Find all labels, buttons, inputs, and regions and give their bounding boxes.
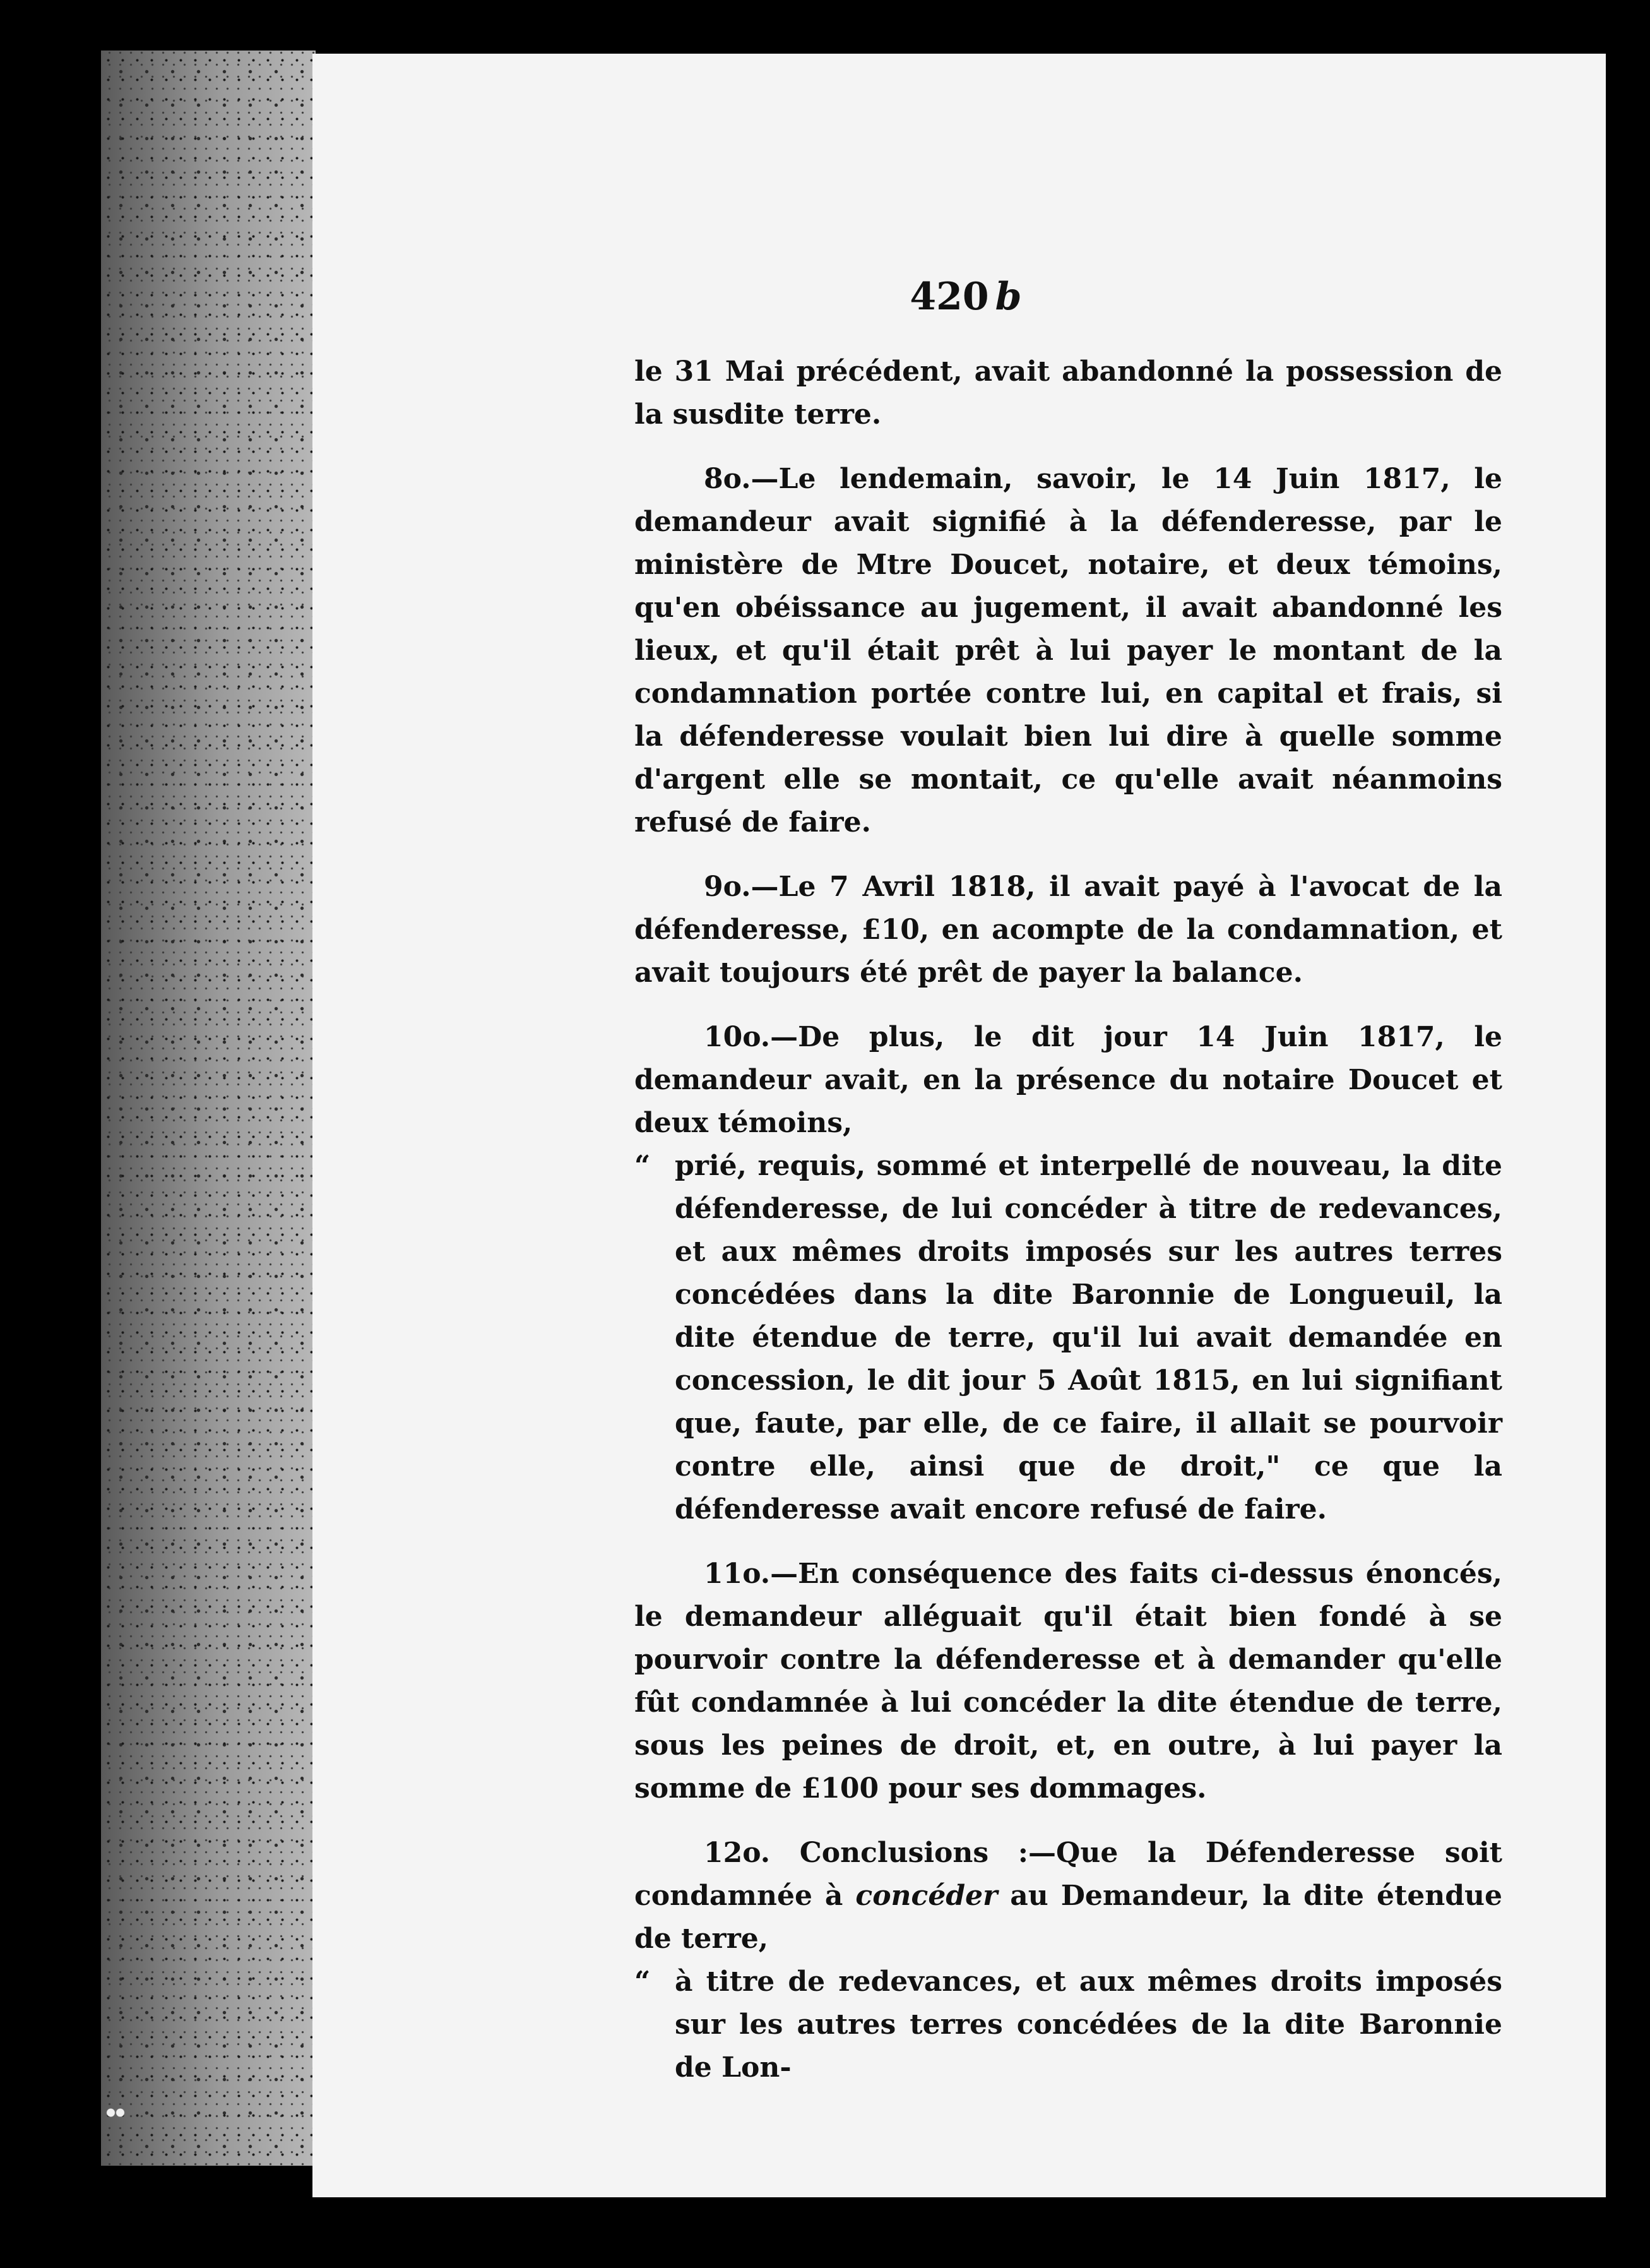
paragraph-continued: le 31 Mai précédent, avait abandonné la possession de la susdite terre.	[634, 355, 1502, 431]
paragraph-12-emphasis: concéder	[855, 1880, 998, 1912]
paragraph-10-quote-text: prié, requis, sommé et interpellé de nouveau, la dite défenderesse, de lui concéder à titre de redevances, et aux mêmes droits imposés sur les autres terres concédées dans la dite Baronnie de Longueuil, la dite étendue de terre, qu'il lui avait demandée en concession, le dit jour 5 Août 1815, en lui signifiant que, faute, par elle, de ce faire, il allait se pourvoir contre elle, ainsi que de droit," ce que la défenderesse avait encore refusé de faire.	[675, 1150, 1502, 1525]
paragraph-11: 11o.—En conséquence des faits ci-dessus énoncés, le demandeur alléguait qu'il était bien fondé à se pourvoir contre la défenderesse et à demander qu'elle fût condamnée à lui concéder la dite étendue de terre, sous les peines de droit, et, en outre, à lui payer la somme de £100 pour ses dommages.	[634, 1558, 1502, 1805]
page-number-suffix: b	[995, 275, 1022, 319]
paragraph-10-quote	[634, 1145, 1502, 1531]
page-number-value: 420	[910, 275, 989, 319]
paragraph-12-middle: au Demandeur, la dite étendue de terre,	[634, 1880, 1502, 1955]
quote-mark: “	[634, 1150, 651, 1182]
paragraph-12	[634, 1832, 1502, 2089]
paragraph-12-quote-text: à titre de redevances, et aux mêmes droits imposés sur les autres terres concédées de la dite Baronnie de Lon-	[675, 1966, 1502, 2084]
binding-holes	[106, 2106, 125, 2120]
page	[312, 54, 1606, 2197]
body-text	[634, 350, 1502, 2111]
paragraph-8: 8o.—Le lendemain, savoir, le 14 Juin 1817, le demandeur avait signifié à la défenderesse, par le ministère de Mtre Doucet, notaire, et deux témoins, qu'en obéissance au jugement, il avait abandonné les lieux, et qu'il était prêt à lui payer le montant de la condamnation portée contre lui, en capital et frais, si la défenderesse voulait bien lui dire à quelle somme d'argent elle se montait, ce qu'elle avait néanmoins refusé de faire.	[634, 463, 1502, 839]
book-edge	[101, 51, 316, 2166]
paragraph-9: 9o.—Le 7 Avril 1818, il avait payé à l'avocat de la défenderesse, £10, en acompte de la condamnation, et avait toujours été prêt de payer la balance.	[634, 871, 1502, 989]
paragraph-12-start: 12o. Conclusions :—Que la Défenderesse soit condamnée à	[634, 1837, 1502, 1912]
paragraph-10-intro: 10o.—De plus, le dit jour 14 Juin 1817, le demandeur avait, en la présence du notaire Doucet et deux témoins,	[634, 1021, 1502, 1139]
scan-border	[1606, 0, 1625, 2197]
page-number	[312, 275, 1606, 319]
paragraph-10	[634, 1016, 1502, 1531]
quote-mark: “	[634, 1966, 651, 1998]
paragraph-12-quote	[634, 1961, 1502, 2089]
